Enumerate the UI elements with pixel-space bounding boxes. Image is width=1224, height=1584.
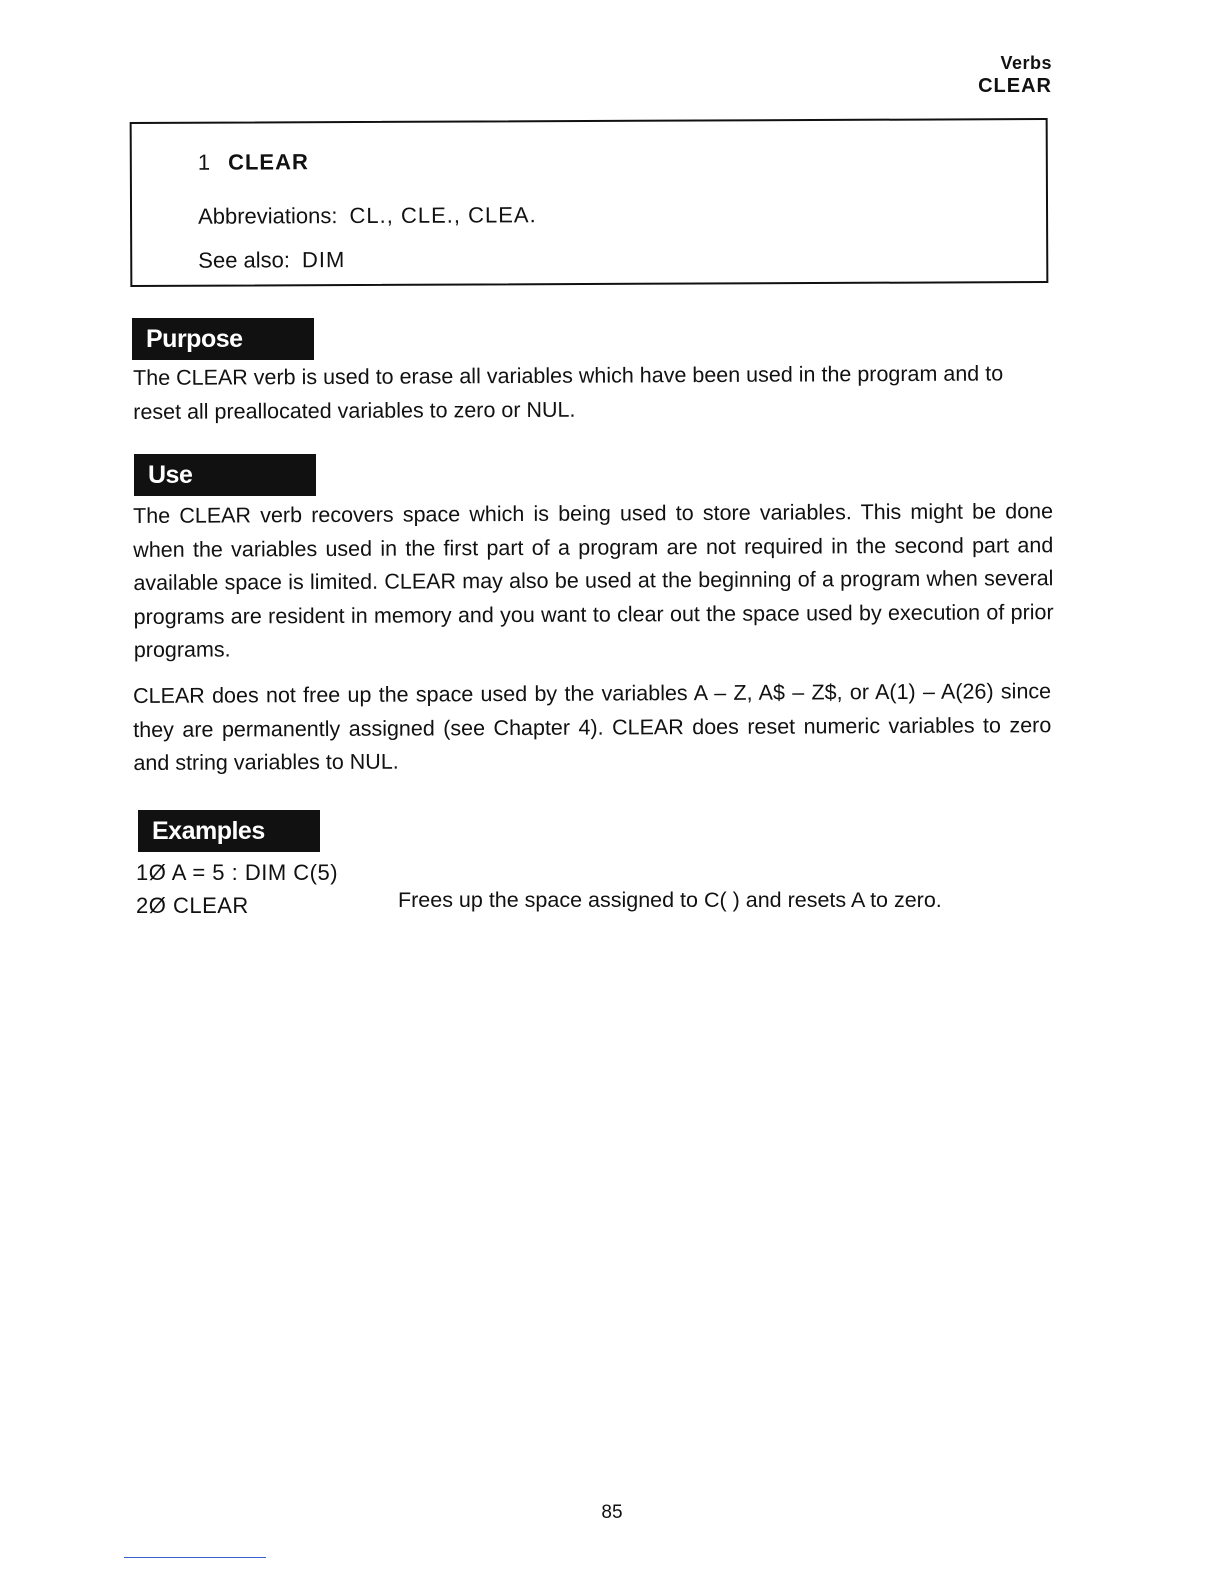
footer-rule [124, 1557, 266, 1558]
header-topic: CLEAR [978, 75, 1052, 97]
syntax-keyword: CLEAR [228, 149, 309, 175]
see-also-label: See also: [198, 247, 291, 273]
use-paragraph-2: CLEAR does not free up the space used by the variables A – Z, A$ – Z$, or A(1) – A(26) since they are permanently assigned (see Chapter 4). CLEAR does reset numeric variables to zero and string variables to NUL. [133, 679, 1052, 775]
example-line-1: 1Ø A = 5 : DIM C(5) [136, 860, 339, 885]
use-paragraph-1: The CLEAR verb recovers space which is being used to store variables. This might be done when the variables used in the first part of a program are not required in the second part and available space is limited. CLEAR may also be used at the beginning of a program when several programs are resident in memory and you want to clear out the space used by execution of prior programs. [133, 499, 1054, 662]
page-number: 85 [601, 1502, 623, 1523]
example-line-2-description: Frees up the space assigned to C( ) and resets A to zero. [398, 888, 942, 912]
abbreviations-line [198, 202, 537, 229]
abbreviations-value: CL., CLE., CLEA. [349, 202, 537, 229]
syntax-number: 1 [197, 149, 211, 175]
syntax-box [130, 118, 1049, 287]
abbreviations-label: Abbreviations: [198, 203, 338, 229]
purpose-paragraph: The CLEAR verb is used to erase all variables which have been used in the program and to reset all preallocated variables to zero or NUL. [133, 361, 1004, 424]
example-line-2: 2Ø CLEAR [136, 893, 249, 918]
see-also-value: DIM [301, 247, 346, 273]
use-heading: Use [134, 454, 316, 496]
examples-heading: Examples [138, 810, 320, 852]
see-also-line [198, 247, 345, 274]
syntax-title [198, 149, 309, 175]
running-header [978, 52, 1052, 98]
purpose-heading: Purpose [132, 318, 314, 360]
header-section: Verbs [1000, 53, 1052, 73]
